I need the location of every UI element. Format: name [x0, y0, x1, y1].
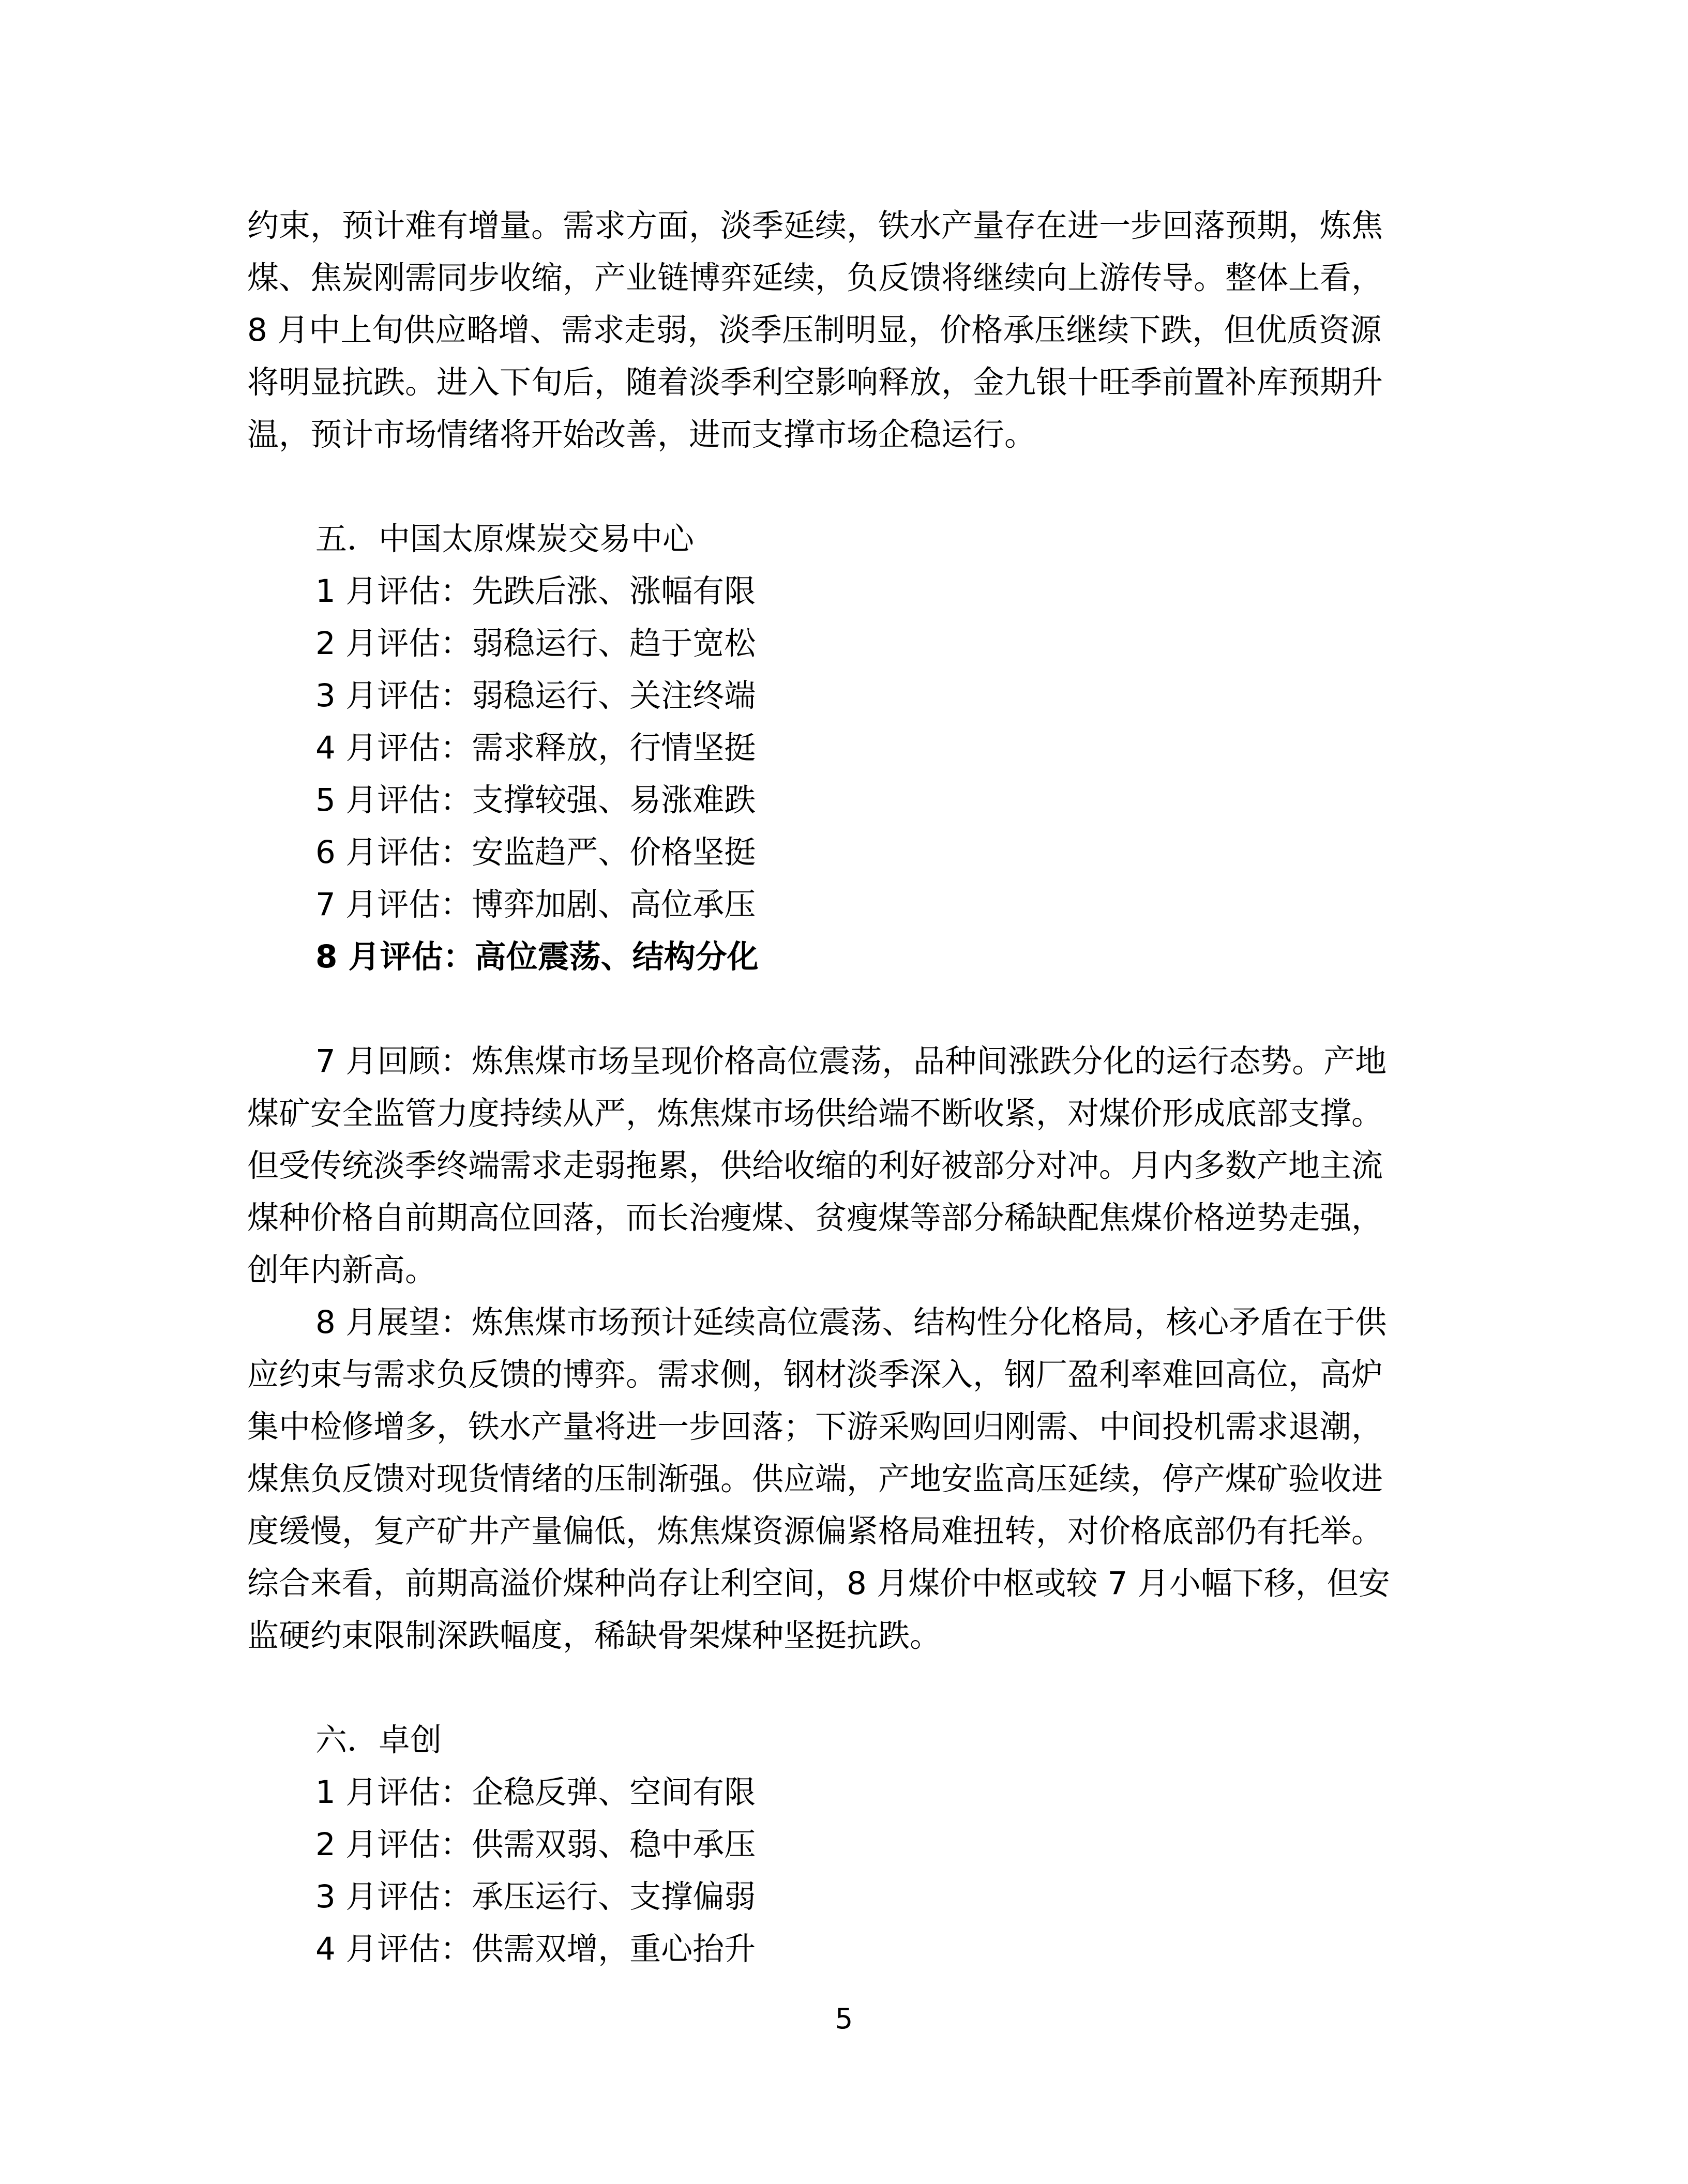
text-line: 7 月回顾：炼焦煤市场呈现价格高位震荡，品种间涨跌分化的运行态势。产地	[315, 1043, 1387, 1080]
text-line: 集中检修增多，铁水产量将进一步回落；下游采购回归刚需、中间投机需求退潮，	[247, 1408, 1383, 1445]
text-line: 度缓慢，复产矿井产量偏低，炼焦煤资源偏紧格局难扭转，对价格底部仍有托举。	[247, 1513, 1383, 1550]
section-heading: 六．卓创	[315, 1722, 442, 1758]
review-paragraph	[247, 1035, 1447, 1296]
text-line: 煤矿安全监管力度持续从严，炼焦煤市场供给端不断收紧，对煤价形成底部支撑。	[247, 1095, 1383, 1132]
text-line: 约束，预计难有增量。需求方面，淡季延续，铁水产量存在进一步回落预期，炼焦	[247, 207, 1383, 244]
assessment-item: 5 月评估：支撑较强、易涨难跌	[315, 782, 756, 818]
assessment-item: 2 月评估：弱稳运行、趋于宽松	[315, 625, 756, 662]
text-line: 煤种价格自前期高位回落，而长治瘦煤、贫瘦煤等部分稀缺配焦煤价格逆势走强，	[247, 1200, 1383, 1236]
text-line: 应约束与需求负反馈的博弈。需求侧，钢材淡季深入，钢厂盈利率难回高位，高炉	[247, 1356, 1383, 1393]
text-line: 温，预计市场情绪将开始改善，进而支撑市场企稳运行。	[247, 416, 1036, 453]
text-line: 监硬约束限制深跌幅度，稀缺骨架煤种坚挺抗跌。	[247, 1617, 942, 1654]
body-text	[247, 200, 1447, 2027]
text-line: 煤焦负反馈对现货情绪的压制渐强。供应端，产地安监高压延续，停产煤矿验收进	[247, 1461, 1383, 1497]
assessment-item: 6 月评估：安监趋严、价格坚挺	[315, 834, 756, 871]
text-line: 创年内新高。	[247, 1252, 437, 1288]
assessment-item: 7 月评估：博弈加剧、高位承压	[315, 886, 756, 923]
section-5	[247, 513, 1447, 983]
assessment-item: 3 月评估：承压运行、支撑偏弱	[315, 1878, 756, 1915]
assessment-item-current: 8 月评估：高位震荡、结构分化	[315, 938, 759, 975]
assessment-item: 4 月评估：需求释放，行情坚挺	[315, 730, 756, 766]
section-6	[247, 1714, 1447, 1975]
text-line: 综合来看，前期高溢价煤种尚存让利空间，8 月煤价中枢或较 7 月小幅下移，但安	[247, 1565, 1390, 1602]
assessment-item: 4 月评估：供需双增，重心抬升	[315, 1931, 756, 1967]
assessment-item: 1 月评估：先跌后涨、涨幅有限	[315, 573, 756, 610]
text-line: 煤、焦炭刚需同步收缩，产业链博弈延续，负反馈将继续向上游传导。整体上看，	[247, 260, 1383, 296]
assessment-item: 2 月评估：供需双弱、稳中承压	[315, 1826, 756, 1863]
assessment-item: 1 月评估：企稳反弹、空间有限	[315, 1774, 756, 1811]
assessment-item: 3 月评估：弱稳运行、关注终端	[315, 677, 756, 714]
outlook-paragraph	[247, 1296, 1447, 1662]
intro-paragraph	[247, 200, 1447, 461]
text-line: 将明显抗跌。进入下旬后，随着淡季利空影响释放，金九银十旺季前置补库预期升	[247, 364, 1383, 401]
text-line: 8 月中上旬供应略增、需求走弱，淡季压制明显，价格承压继续下跌，但优质资源	[247, 312, 1382, 348]
text-line: 8 月展望：炼焦煤市场预计延续高位震荡、结构性分化格局，核心矛盾在于供	[315, 1304, 1387, 1341]
text-line: 但受传统淡季终端需求走弱拖累，供给收缩的利好被部分对冲。月内多数产地主流	[247, 1147, 1383, 1184]
page-number: 5	[835, 2003, 853, 2035]
section-heading: 五．中国太原煤炭交易中心	[315, 521, 695, 557]
